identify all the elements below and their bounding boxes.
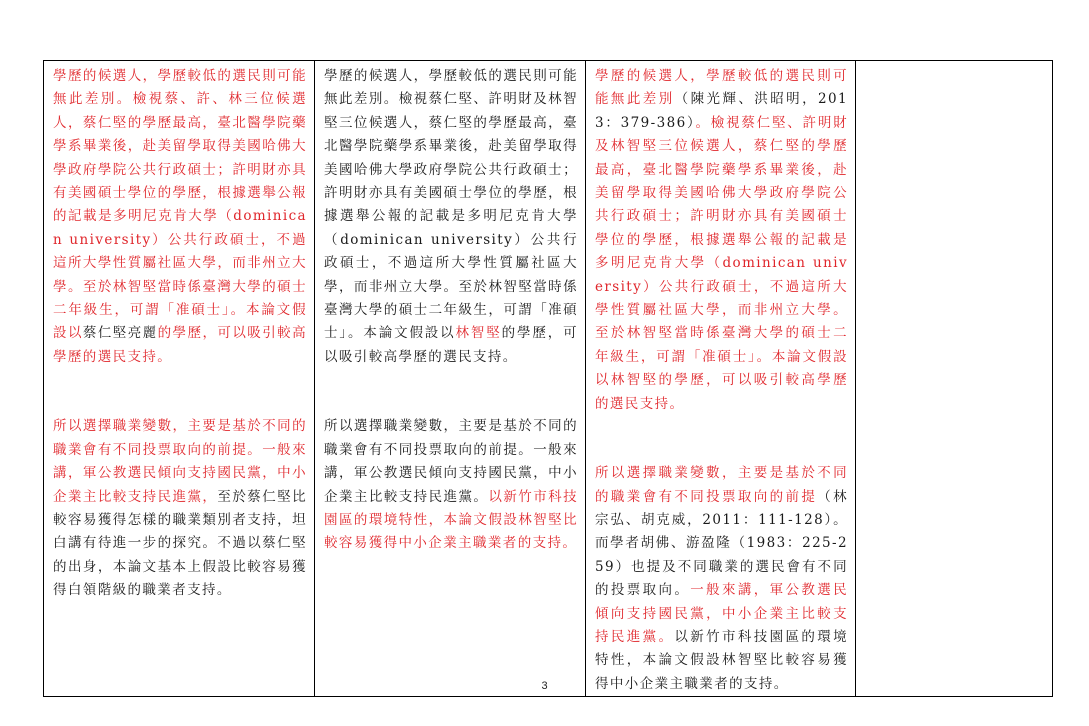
text-segment: 所以選擇職業變數，主要是基於不同的職業會有不同投票取向的前提 bbox=[595, 465, 848, 505]
text-segment: 一般來講，軍公教選民傾向支持國民黨，中小企業主比較支持民進黨。 bbox=[595, 582, 849, 645]
text-segment: 學歷的候選人，學歷較低的選民則可能無此差別 bbox=[595, 68, 848, 108]
text-segment: 以新竹市科技園區的環境特性，本論文假設林智堅比較容易獲得中小企業主職業者的支持。 bbox=[324, 488, 578, 552]
table-row bbox=[44, 61, 1053, 697]
text-segment: 學歷的候選人，學歷較低的選民則可能無此差別。檢視蔡、許、林三位候選人，蔡仁堅的學歷最高，臺北醫學院藥學系畢業後，赴美留學取得美國哈佛大學政府學院公共行政碩士；許明財亦具有美國碩士學位的學歷，根據選舉公報的記載是多明尼克肯大學（dominican university）公共行政碩士，不過這所大學性質屬社區大學，而非州立大學。至於林智堅當時係臺灣大學的碩士二年級生，可謂「准碩士」。本論文假設以 bbox=[53, 68, 307, 342]
text-segment: 學歷的候選人，學歷較低的選民則可能無此差別。檢視蔡仁堅、許明財及林智堅三位候選人，蔡仁堅的學歷最高，臺北醫學院藥學系畢業後，赴美留學取得美國哈佛大學政府學院公共行政碩士；許明財亦具有美國碩士學位的學歷，根據選舉公報的記載是多明尼克肯大學（dominican university）公共行政碩士，不過這所大學性質屬社區大學，而非州立大學。至於林智堅當時係臺灣大學的碩士二年級生，可謂「准碩士」。本論文假設以 bbox=[324, 68, 578, 342]
text-segment: 林智堅 bbox=[455, 325, 502, 342]
paragraph-education bbox=[324, 65, 578, 369]
text-segment: 所以選擇職業變數，主要是基於不同的職業會有不同投票取向的前提。一般來講，軍公教選民傾向支持國民黨，中小企業主比較支持民進黨， bbox=[53, 418, 307, 505]
paragraph-occupation bbox=[53, 415, 307, 602]
paragraph-occupation bbox=[324, 415, 578, 555]
text-segment: 蔡仁堅亮麗 bbox=[82, 325, 158, 342]
paragraph-occupation bbox=[595, 462, 848, 696]
paragraph-education bbox=[595, 65, 848, 416]
page-number: 3 bbox=[541, 680, 548, 692]
paragraph-education bbox=[53, 65, 307, 369]
column-4-cell-empty bbox=[856, 61, 1053, 697]
text-segment: 至於蔡仁堅比較容易獲得怎樣的職業類別者支持，坦白講有待進一步的探究。不過以蔡仁堅的出身，本論文基本上假設比較容易獲得白領階級的職業者支持。 bbox=[53, 488, 307, 599]
text-segment: （林宗弘、胡克威，2011：111-128）。而學者胡佛、游盈隆（1983：225-259）也提及不同職業的選民會有不同的投票取向。 bbox=[595, 488, 848, 599]
text-segment: 。檢視蔡仁堅、許明財及林智堅三位候選人，蔡仁堅的學歷最高，臺北醫學院藥學系畢業後，赴美留學取得美國哈佛大學政府學院公共行政碩士；許明財亦具有美國碩士學位的學歷，根據選舉公報的記載是多明尼克肯大學（dominican university）公共行政碩士，不過這所大學性質屬社區大學，而非州立大學。至於林智堅當時係臺灣大學的碩士二年級生，可謂「准碩士」。本論文假設以林智堅的學歷，可以吸引較高學歷的選民支持。 bbox=[595, 114, 849, 412]
text-segment: 所以選擇職業變數，主要是基於不同的職業會有不同投票取向的前提。一般來講，軍公教選民傾向支持國民黨，中小企業主比較支持民進黨。 bbox=[324, 418, 578, 505]
column-2-cell bbox=[315, 61, 586, 697]
text-segment: 的學歷，可以吸引較高學歷的選民支持。 bbox=[53, 325, 307, 365]
text-segment: （陳光輝、洪昭明，2013：379-386） bbox=[595, 91, 848, 131]
text-segment: 以新竹市科技園區的環境特性，本論文假設林智堅比較容易獲得中小企業主職業者的支持。 bbox=[595, 628, 849, 692]
comparison-table bbox=[43, 60, 1053, 697]
column-1-cell bbox=[44, 61, 315, 697]
column-3-cell bbox=[586, 61, 856, 697]
text-segment: 的學歷，可以吸引較高學歷的選民支持。 bbox=[324, 325, 579, 365]
